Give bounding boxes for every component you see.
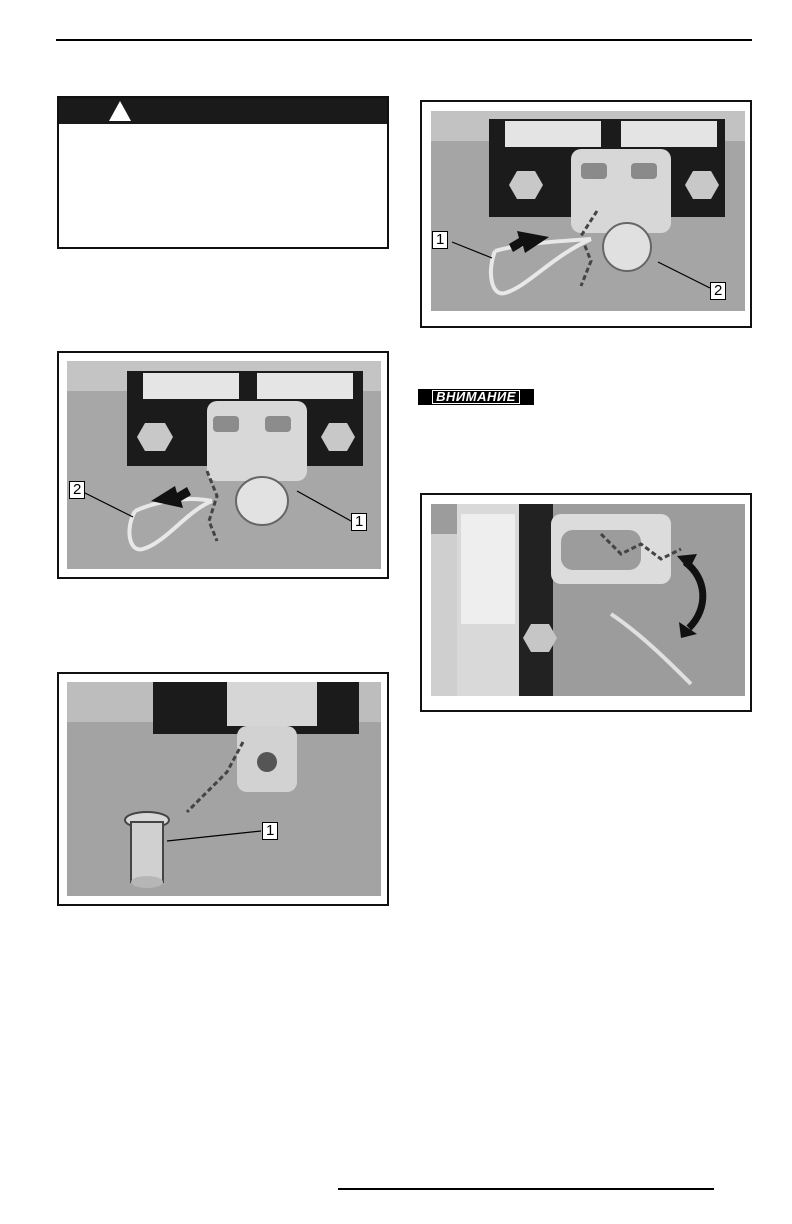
figure-1 [57,351,389,579]
header-rule [56,39,752,41]
callout-leaders-fig3 [422,102,754,330]
callout-1-fig1: 1 [351,513,367,531]
callout-leaders-fig2 [59,674,391,908]
callout-2-fig3: 2 [710,282,726,300]
callout-1-fig3: 1 [432,231,448,249]
figure-3 [420,100,752,328]
photo-hitch-pin-chain [431,504,745,696]
notice-label: ВНИМАНИЕ [432,390,520,404]
callout-2-fig1: 2 [69,481,85,499]
callout-1-fig2: 1 [262,822,278,840]
warning-header [59,98,387,124]
warning-box [57,96,389,249]
footer-rule [338,1188,714,1190]
notice-badge [418,389,534,405]
warning-triangle-icon [108,100,132,122]
callout-leaders-fig1 [59,353,391,581]
figure-2 [57,672,389,906]
figure-4 [420,493,752,712]
